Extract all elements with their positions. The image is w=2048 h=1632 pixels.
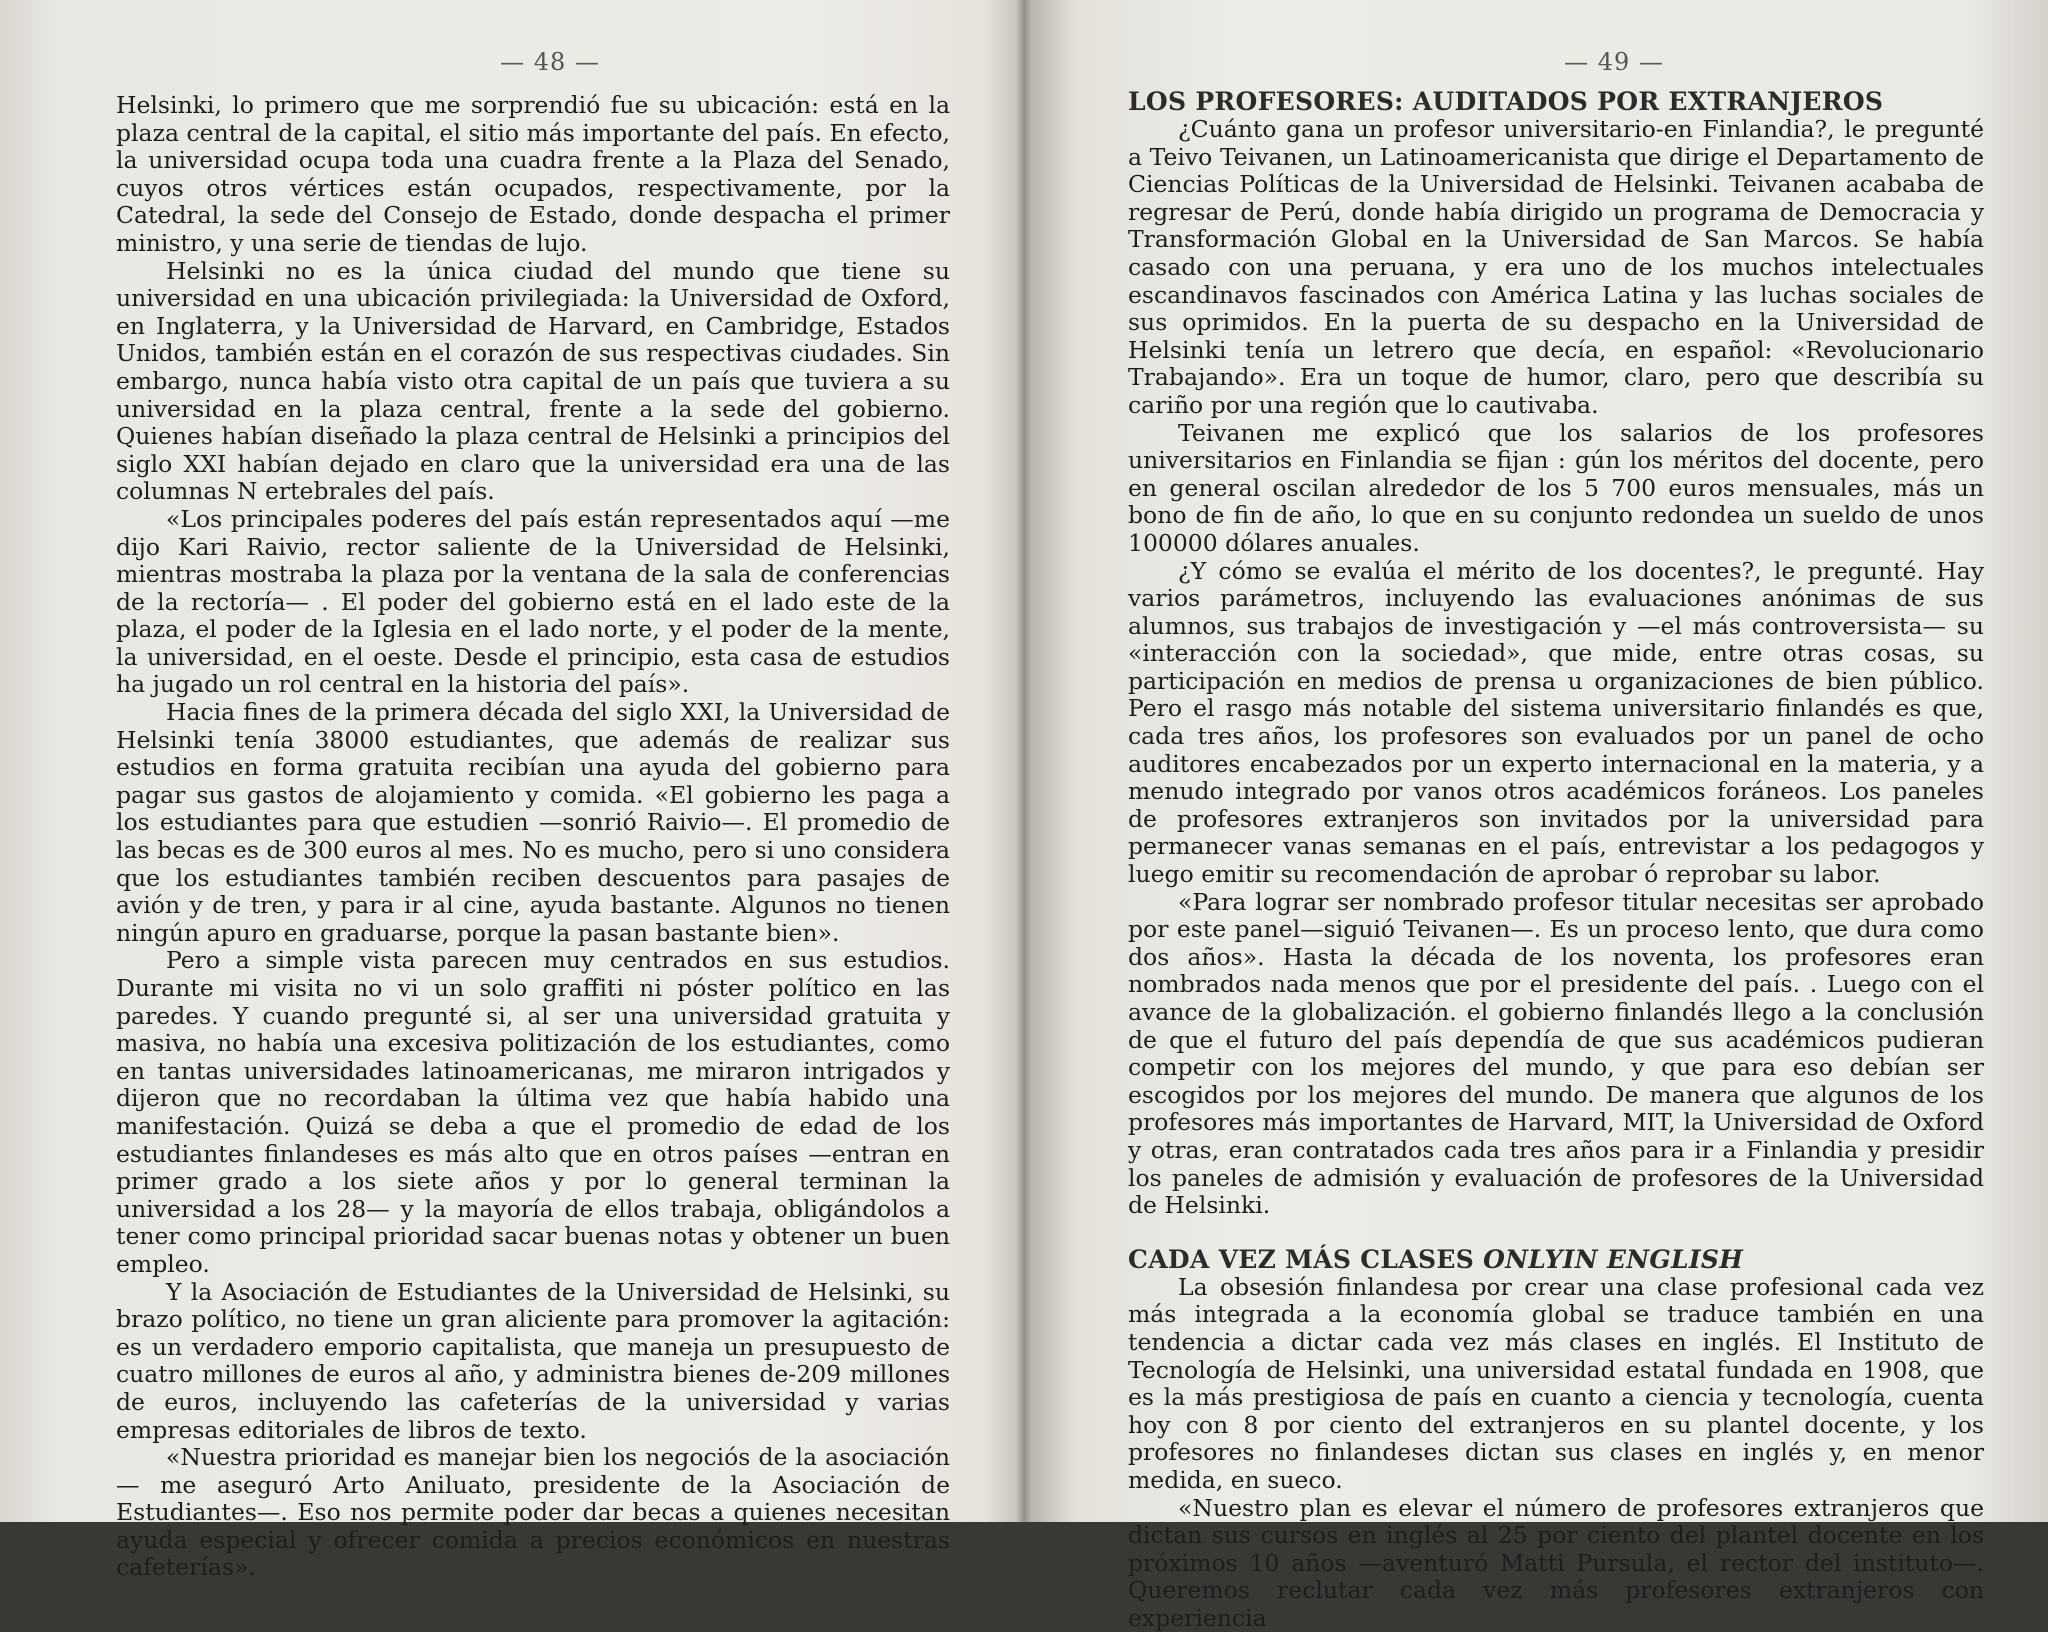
- paragraph: ¿Y cómo se evalúa el mérito de los docentes?, le pregunté. Hay varios parámetros, incluyendo las evaluaciones anónimas de sus alumnos, sus trabajos de investigación y —el más controversista— su «interacción con la sociedad», que mide, entre otras cosas, su participación en medios de prensa u organizaciones de bien público. Pero el rasgo más notable del sistema universitario finlandés es que, cada tres años, los profesores son evaluados por un panel de ocho auditores encabezados por un experto internacional en la materia, y a menudo integrado por vanos otros académicos foráneos. Los paneles de profesores extranjeros son invitados por la universidad para permanecer vanas semanas en el país, entrevistar a los pedagogos y luego emitir su recomendación de aprobar ó reprobar su labor.: [1128, 558, 1984, 889]
- paragraph: La obsesión finlandesa por crear una clase profesional cada vez más integrada a la economía global se traduce también en una tendencia a dictar cada vez más clases en inglés. El Instituto de Tecnología de Helsinki, una universidad estatal fundada en 1908, que es la más prestigiosa de país en cuanto a ciencia y tecnología, cuenta hoy con 8 por ciento del extranjeros en su plantel docente, y los profesores no finlandeses dictan sus clases en inglés y, en menor medida, en sueco.: [1128, 1274, 1984, 1495]
- right-page: [1024, 0, 2048, 1522]
- paragraph: Helsinki, lo primero que me sorprendió fue su ubicación: está en la plaza central de la capital, el sitio más importante del país. En efecto, la universidad ocupa toda una cuadra frente a la Plaza del Senado, cuyos otros vértices están ocupados, respectivamente, por la Catedral, la sede del Consejo de Estado, donde despacha el primer ministro, y una serie de tiendas de lujo.: [116, 92, 950, 258]
- left-page-text: [116, 92, 950, 1582]
- section-heading-profesores: LOS PROFESORES: AUDITADOS POR EXTRANJEROS: [1128, 88, 1984, 116]
- paragraph: Hacia fines de la primera década del siglo XXI, la Universidad de Helsinki tenía 38000 estudiantes, que además de realizar sus estudios en forma gratuita recibían una ayuda del gobierno para pagar sus gastos de alojamiento y comida. «El gobierno les paga a los estudiantes para que estudien —sonrió Raivio—. El promedio de las becas es de 300 euros al mes. No es mucho, pero si uno considera que los estudiantes también reciben descuentos para pasajes de avión y de tren, y para ir al cine, ayuda bastante. Algunos no tienen ningún apuro en graduarse, porque la pasan bastante bien».: [116, 699, 950, 947]
- heading-italic: ONLYIN ENGLISH: [1483, 1245, 1743, 1274]
- paragraph: Pero a simple vista parecen muy centrados en sus estudios. Durante mi visita no vi un solo graffiti ni póster político en las paredes. Y cuando pregunté si, al ser una universidad gratuita y masiva, no había una excesiva politización de los estudiantes, como en tantas universidades latinoamericanas, me miraron intrigados y dijeron que no recordaban la última vez que había habido una manifestación. Quizá se deba a que el promedio de edad de los estudiantes finlandeses es más alto que en otros países —entran en primer grado a los siete años y por lo general terminan la universidad a los 28— y la mayoría de ellos trabaja, obligándolos a tener como principal prioridad sacar buenas notas y obtener un buen empleo.: [116, 947, 950, 1278]
- page-number-left: — 48 —: [400, 48, 700, 76]
- page-number-right: — 49 —: [1464, 48, 1764, 76]
- heading-prefix: CADA VEZ MÁS CLASES: [1128, 1245, 1483, 1274]
- left-page: [0, 0, 1024, 1522]
- paragraph: ¿Cuánto gana un profesor universitario-en Finlandia?, le pregunté a Teivo Teivanen, un Latinoamericanista que dirige el Departamento de Ciencias Políticas de la Universidad de Helsinki. Teivanen acababa de regresar de Perú, donde había dirigido un programa de Democracia y Transformación Global en la Universidad de San Marcos. Se había casado con una peruana, y era uno de los muchos intelectuales escandinavos fascinados con América Latina y las luchas sociales de sus oprimidos. En la puerta de su despacho en la Universidad de Helsinki tenía un letrero que decía, en español: «Revolucionario Trabajando». Era un toque de humor, claro, pero que describía su cariño por una región que lo cautivaba.: [1128, 116, 1984, 420]
- paragraph: «Nuestro plan es elevar el número de profesores extranjeros que dictan sus cursos en inglés al 25 por ciento del plantel docente en los próximos 10 años —aventuró Matti Pursula, el rector del instituto—. Queremos reclutar cada vez más profesores extranjeros con experiencia: [1128, 1495, 1984, 1632]
- paragraph: «Los principales poderes del país están representados aquí —me dijo Kari Raivio, rector saliente de la Universidad de Helsinki, mientras mostraba la plaza por la ventana de la sala de conferencias de la rectoría— . El poder del gobierno está en el lado este de la plaza, el poder de la Iglesia en el lado norte, y el poder de la mente, la universidad, en el oeste. Desde el principio, esta casa de estudios ha jugado un rol central en la historia del país».: [116, 506, 950, 699]
- section-heading-english: [1128, 1246, 1984, 1274]
- paragraph: Y la Asociación de Estudiantes de la Universidad de Helsinki, su brazo político, no tiene un gran aliciente para promover la agitación: es un verdadero emporio capitalista, que maneja un presupuesto de cuatro millones de euros al año, y administra bienes de-209 millones de euros, incluyendo las cafeterías de la universidad y varias empresas editoriales de libros de texto.: [116, 1279, 950, 1445]
- right-page-text: [1128, 88, 1984, 1632]
- paragraph: Helsinki no es la única ciudad del mundo que tiene su universidad en una ubicación privilegiada: la Universidad de Oxford, en Inglaterra, y la Universidad de Harvard, en Cambridge, Estados Unidos, también están en el corazón de sus respectivas ciudades. Sin embargo, nunca había visto otra capital de un país que tuviera a su universidad en la plaza central, frente a la sede del gobierno. Quienes habían diseñado la plaza central de Helsinki a principios del siglo XXI habían dejado en claro que la universidad era una de las columnas N ertebrales del país.: [116, 258, 950, 506]
- paragraph: Teivanen me explicó que los salarios de los profesores universitarios en Finlandia se fijan : gún los méritos del docente, pero en general oscilan alrededor de los 5 700 euros mensuales, más un bono de fin de año, lo que en su conjunto redondea un sueldo de unos 100000 dólares anuales.: [1128, 420, 1984, 558]
- paragraph: «Para lograr ser nombrado profesor titular necesitas ser aprobado por este panel—siguió Teivanen—. Es un proceso lento, que dura como dos años». Hasta la década de los noventa, los profesores eran nombrados nada menos que por el presidente del país. . Luego con el avance de la globalización. el gobierno finlandés llego a la conclusión de que el futuro del país dependía de que sus académicos pudieran competir con los mejores del mundo, y que para eso debían ser escogidos por los mejores del mundo. De manera que algunos de los profesores más importantes de Harvard, MIT, la Universidad de Oxford y otras, eran contratados cada tres años para ir a Finlandia y presidir los paneles de admisión y evaluación de profesores de la Universidad de Helsinki.: [1128, 889, 1984, 1220]
- paragraph: «Nuestra prioridad es manejar bien los negociós de la asociación — me aseguró Arto Aniluato, presidente de la Asociación de Estudiantes—. Eso nos permite poder dar becas a quienes necesitan ayuda especial y ofrecer comida a precios económicos en nuestras cafeterías».: [116, 1444, 950, 1582]
